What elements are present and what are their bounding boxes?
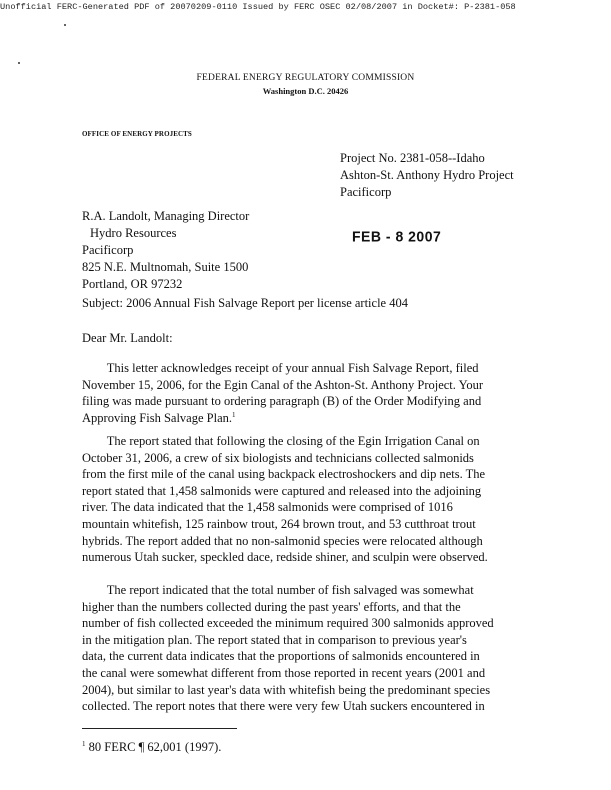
- scan-speck: [18, 62, 20, 64]
- paragraph-line: in the mitigation plan. The report stated that in comparison to previous year's: [82, 632, 467, 647]
- paragraph-line: October 31, 2006, a crew of six biologists and technicians collected salmonids: [82, 450, 474, 465]
- footnote-reference: 1: [232, 410, 236, 419]
- agency-name: FEDERAL ENERGY REGULATORY COMMISSION: [196, 73, 415, 83]
- paragraph-line: number of fish collected exceeded the minimum required 300 salmonids approved: [82, 616, 494, 631]
- subject-line: Subject: 2006 Annual Fish Salvage Report per license article 404: [82, 296, 408, 310]
- paragraph-line: mountain whitefish, 125 rainbow trout, 264 brown trout, and 53 cutthroat trout: [82, 516, 476, 531]
- agency-location: Washington D.C. 20426: [262, 86, 349, 96]
- recipient-line: R.A. Landolt, Managing Director: [82, 209, 250, 223]
- footnote: [82, 740, 221, 755]
- recipient-line: Portland, OR 97232: [82, 277, 183, 291]
- paragraph-line: November 15, 2006, for the Egin Canal of the Ashton-St. Anthony Project. Your: [82, 377, 484, 392]
- date-stamp: FEB - 8 2007: [352, 227, 442, 245]
- paragraph-report-summary: [82, 433, 532, 566]
- paragraph-line: the canal were somewhat different from those reported in recent years (2001 and: [82, 665, 486, 680]
- paragraph-text: Approving Fish Salvage Plan.: [82, 410, 232, 425]
- paragraph-line: hybrids. The report added that no non-salmonid species were relocated although: [82, 533, 483, 548]
- paragraph-line: collected. The report notes that there were very few Utah suckers encountered in: [82, 699, 485, 714]
- paragraph-line: data, the current data indicates that the proportions of salmonids encountered in: [82, 649, 480, 664]
- paragraph-line: report stated that 1,458 salmonids were captured and released into the adjoining: [82, 483, 482, 498]
- paragraph-line: higher than the numbers collected during the past years' efforts, and that the: [82, 599, 461, 614]
- paragraph-line: 2004), but similar to last year's data with whitefish being the predominant species: [82, 682, 491, 697]
- docket-banner: Unofficial FERC-Generated PDF of 20070209-0110 Issued by FERC OSEC 02/08/2007 in Docket#: P-2381-058: [0, 2, 516, 12]
- project-number: Project No. 2381-058--Idaho: [340, 151, 485, 165]
- paragraph-line: from the first mile of the canal using backpack electroshockers and dip nets. The: [82, 467, 486, 482]
- paragraph-line: The report stated that following the closing of the Egin Irrigation Canal on: [82, 434, 480, 448]
- footnote-marker: 1: [82, 739, 86, 748]
- project-company: Pacificorp: [340, 185, 392, 199]
- recipient-line: 825 N.E. Multnomah, Suite 1500: [82, 260, 249, 274]
- footnote-divider: [82, 728, 237, 729]
- paragraph-line: The report indicated that the total number of fish salvaged was somewhat: [82, 583, 474, 597]
- project-name: Ashton-St. Anthony Hydro Project: [340, 168, 514, 182]
- paragraph-line: numerous Utah sucker, speckled dace, redside shiner, and sculpin were observed.: [82, 550, 488, 565]
- recipient-address: [82, 208, 249, 293]
- paragraph-line: [82, 410, 532, 427]
- footnote-text: 80 FERC ¶ 62,001 (1997).: [85, 740, 222, 754]
- recipient-line: Pacificorp: [82, 243, 134, 257]
- paragraph-line: This letter acknowledges receipt of your annual Fish Salvage Report, filed: [82, 361, 479, 375]
- office-name: OFFICE OF ENERGY PROJECTS: [82, 130, 192, 138]
- scan-speck: [64, 24, 66, 26]
- project-block: [340, 150, 514, 201]
- paragraph-acknowledgement: [82, 360, 532, 426]
- paragraph-report-comparison: [82, 582, 532, 715]
- paragraph-line: river. The data indicated that the 1,458 salmonids were comprised of 1016: [82, 500, 453, 515]
- paragraph-line: filing was made pursuant to ordering paragraph (B) of the Order Modifying and: [82, 394, 482, 409]
- recipient-line: Hydro Resources: [90, 226, 177, 240]
- salutation: Dear Mr. Landolt:: [82, 331, 173, 345]
